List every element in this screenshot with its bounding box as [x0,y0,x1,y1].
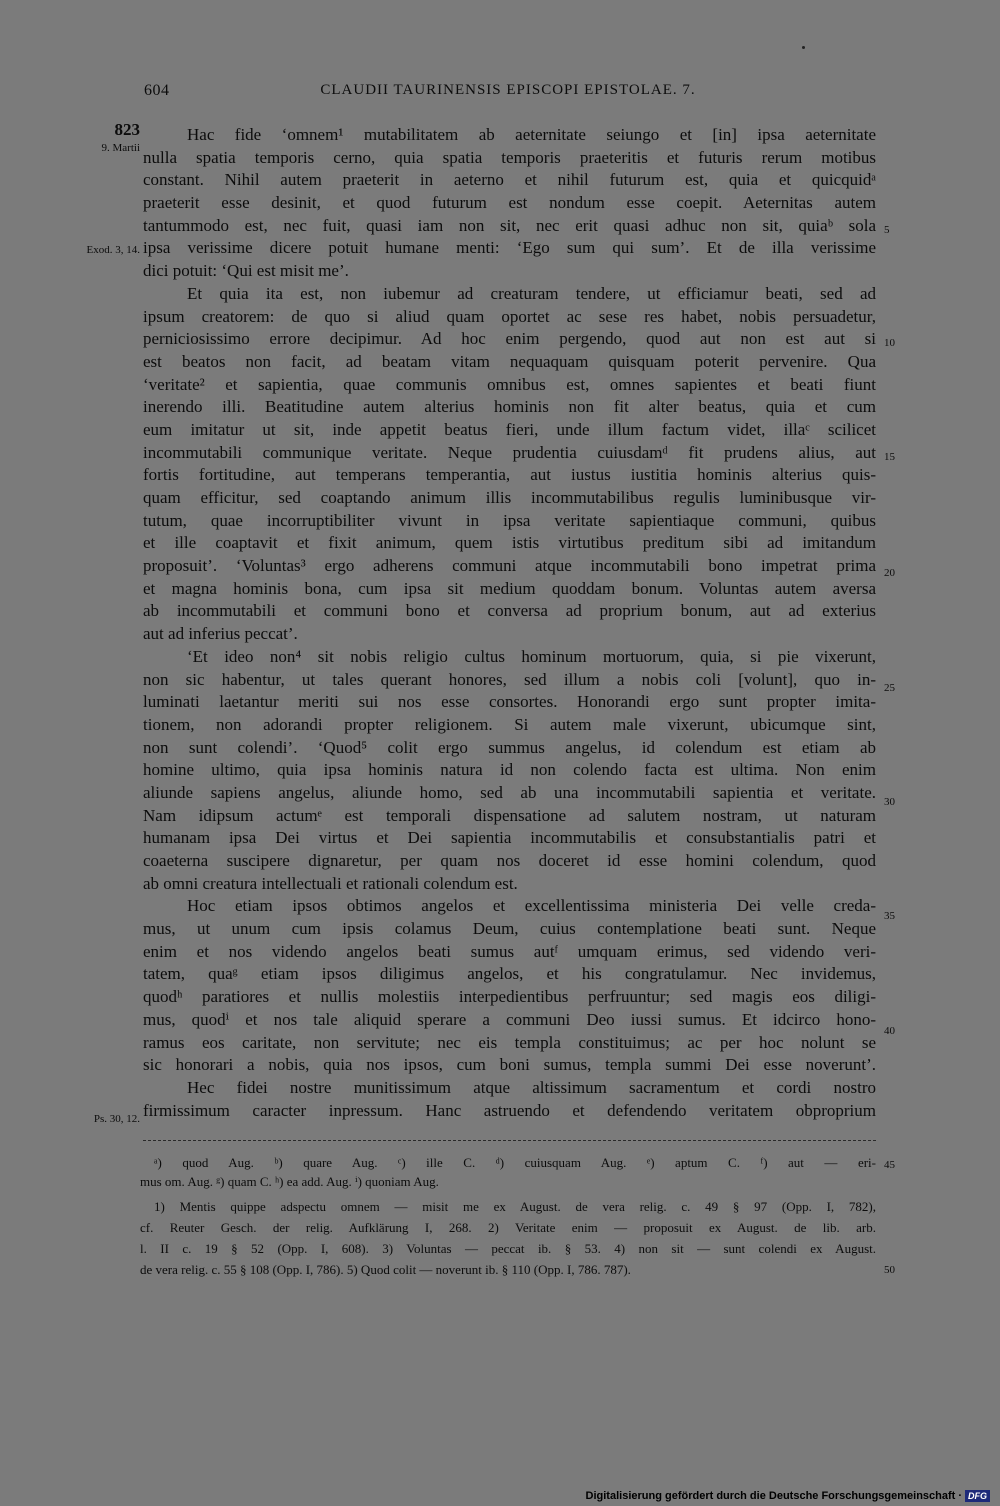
line-number: 50 [884,1264,895,1276]
margin-ref-exod: Exod. 3, 14. [86,244,140,256]
line-number: 25 [884,682,895,694]
text-line: non sunt colendi’. ‘Quod⁵ colit ergo summus angelus, id colendum est etiam ab [143,737,876,757]
text-line: tutum, quae incorruptibiliter vivunt in ipsa veritate sapientiaque communi, quibus [143,510,876,530]
speck [802,46,805,49]
source-footnotes [140,1196,876,1280]
text-line: tionem, non adorandi propter religionem. Si autem male vixerunt, ubicumque sint, [143,714,876,734]
text-line: Hoc etiam ipsos obtimos angelos et excellentissima ministeria Dei velle creda- [187,896,876,916]
text-line: humanam ipsa Dei virtus et Dei sapientia incommutabilis et consubstantialis patri et [143,828,876,848]
critical-apparatus [140,1153,876,1191]
text-line: aut ad inferius peccat’. [143,624,298,644]
text-line: praeterit esse desinit, et quod futurum est nondum esse coepit. Aeternitas autem [143,193,876,213]
margin-date: 9. Martii [101,142,140,154]
apparatus-line: mus om. Aug. ᵍ) quam C. ʰ) ea add. Aug. ⁱ) quoniam Aug. [140,1174,439,1189]
text-line: nulla spatia temporis cerno, quia spatia temporis praeteritis et futuris rerum motibus [143,147,876,167]
text-line: incommutabili communique veritate. Neque prudentia cuiusdamᵈ fit prudens alius, aut [143,442,876,462]
page-number: 604 [144,82,170,99]
text-line: constant. Nihil autem praeterit in aeterno et nihil futurum est, quia et quicquidᵃ [143,170,876,190]
line-number: 5 [884,224,890,236]
text-line: ramus eos caritate, non servitute; nec eis templa constituimus; ac per hoc nolunt se [143,1032,876,1052]
text-line: Et quia ita est, non iubemur ad creaturam tendere, ut efficiamur beati, sed ad [187,283,876,303]
text-line: mus, ut unum cum ipsis colamus Deum, cuius contemplatione beati sunt. Neque [143,919,876,939]
text-line: ‘veritate² et sapientia, quae communis omnibus est, omnes sapientes et beati fiunt [143,374,876,394]
text-line: quodʰ paratiores et nullis molestiis interpedientibus perfruuntur; sed magis eos diligi- [143,987,876,1007]
line-number: 20 [884,567,895,579]
line-number: 35 [884,910,895,922]
digitization-credit [586,1490,990,1502]
text-line: dici potuit: ‘Qui est misit me’. [143,261,349,281]
text-line: eum imitatur ut sit, inde appetit beatus fieri, unde illum factum videt, illaᶜ scilicet [143,419,876,439]
text-line: firmissimum caracter inpressum. Hanc astruendo et defendendo veritatem obproprium [143,1100,876,1120]
line-number: 40 [884,1025,895,1037]
text-line: et magna hominis bona, cum ipsa sit medium quoddam bonum. Voluntas autem aversa [143,578,876,598]
footnote-line: 1) Mentis quippe adspectu omnem — misit me ex August. de vera relig. c. 49 § 97 (Opp. I, 782), [154,1199,876,1214]
text-line: quam efficitur, sed coaptando animum illis incommutabilibus regulis luminibusque vir- [143,488,876,507]
dfg-logo: DFG [965,1490,990,1502]
text-line: coaeterna suscipere dignaretur, per quam nos doceret id esse homini colendum, quod [143,851,876,870]
running-title: CLAUDII TAURINENSIS EPISCOPI EPISTOLAE. 7. [320,82,696,98]
text-line: tatem, quaᵍ etiam ipsos diligimus angelos, et his congratulamur. Nec invidemus, [143,964,876,984]
text-line: est beatos non facit, ad beatam vitam nequaquam quisquam poterit pervenire. Qua [143,351,876,371]
text-line: aliunde sapiens angelus, aliunde homo, sed ab una incommutabili sapientia et veritate. [143,782,876,802]
text-line: Nam idipsum actumᵉ est temporali dispensatione ad salutem nostram, ut naturam [143,805,876,825]
text-line: et ille coaptavit et fixit animum, quem istis virtutibus preditum sibi ad imitandum [143,533,876,553]
text-line: inerendo illi. Beatitudine autem alterius hominis non fit alter beatus, quia et cum [143,397,876,417]
text-line: ab omni creatura intellectuali et rationali colendum est. [143,873,518,893]
footnote-divider [143,1140,876,1142]
text-line: Hac fide ‘omnem¹ mutabilitatem ab aeternitate seiungo et [in] ipsa aeternitate [187,125,876,144]
line-number: 45 [884,1159,895,1171]
text-line: ‘Et ideo non⁴ sit nobis religio cultus hominum mortuorum, quia, si pie vixerunt, [187,646,876,666]
text-line: homine ultimo, quia ipsa hominis natura id non colendo facta est ultima. Non enim [143,760,876,780]
line-number: 30 [884,796,895,808]
footnote-line: de vera relig. c. 55 § 108 (Opp. I, 786). 5) Quod colit — noverunt ib. § 110 (Opp. I, 786. 787). [140,1262,631,1277]
text-line: ab incommutabili et communi bono et conversa ad proprium bonum, aut ad exterius [143,601,876,621]
text-line: sic honorari a nobis, quia nos ipsos, cum boni sumus, templa summi Dei esse noverunt’. [143,1055,876,1075]
page-header [140,82,876,106]
text-line: fortis fortitudine, aut temperans temperantia, aut iustus iustitia hominis alterius quis- [143,465,876,485]
text-line: ipsa verissime dicere potuit humane menti: ‘Ego sum qui sum’. Et de illa verissime [143,238,876,258]
text-line: mus, quodⁱ et nos tale aliquid sperare a communi Deo iussi sumus. Et idcirco hono- [143,1009,876,1029]
footnote-line: l. II c. 19 § 52 (Opp. I, 608). 3) Voluntas — peccat ib. § 53. 4) non sit — sunt colendi ex August. [140,1241,876,1256]
text-line: tantummodo est, nec fuit, quasi iam non sit, nec erit quasi adhuc non sit, quiaᵇ sola [143,215,876,235]
text-line: proposuit’. ‘Voluntas³ ergo adherens communi atque incommutabili bono impetrat prima [143,556,876,576]
text-line: Hec fidei nostre munitissimum atque altissimum sacramentum et cordi nostro [187,1077,876,1097]
text-line: luminati laetantur meriti sui nos esse consortes. Honorandi ergo sunt propter imita- [143,692,876,712]
text-line: enim et nos videndo angelos beati sumus autᶠ umquam erimus, sed videndo veri- [143,941,876,961]
text-line: perniciosissimo errore decipimur. Ad hoc enim pergendo, quod aut non est aut si [143,329,876,349]
line-number: 15 [884,451,895,463]
separator-dot: · [958,1490,962,1502]
margin-year: 823 [114,120,140,139]
letter-body [143,124,876,1122]
text-line: non sic habentur, ut tales querant honores, sed illum a nobis coli [volunt], quo in- [143,669,876,689]
margin-ref-ps: Ps. 30, 12. [93,1113,140,1125]
line-number: 10 [884,337,895,349]
credit-text: Digitalisierung gefördert durch die Deutsche Forschungsgemeinschaft [585,1490,956,1502]
footnote-line: cf. Reuter Gesch. der relig. Aufklärung I, 268. 2) Veritate enim — proposuit ex August. de lib. arb. [140,1220,876,1235]
apparatus-line: ᵃ) quod Aug. ᵇ) quare Aug. ᶜ) ille C. ᵈ) cuiusquam Aug. ᵉ) aptum C. ᶠ) aut — eri- [154,1155,876,1170]
text-line: ipsum creatorem: de quo si aliud quam oportet ac sese res habet, nobis persuadetur, [143,306,876,326]
